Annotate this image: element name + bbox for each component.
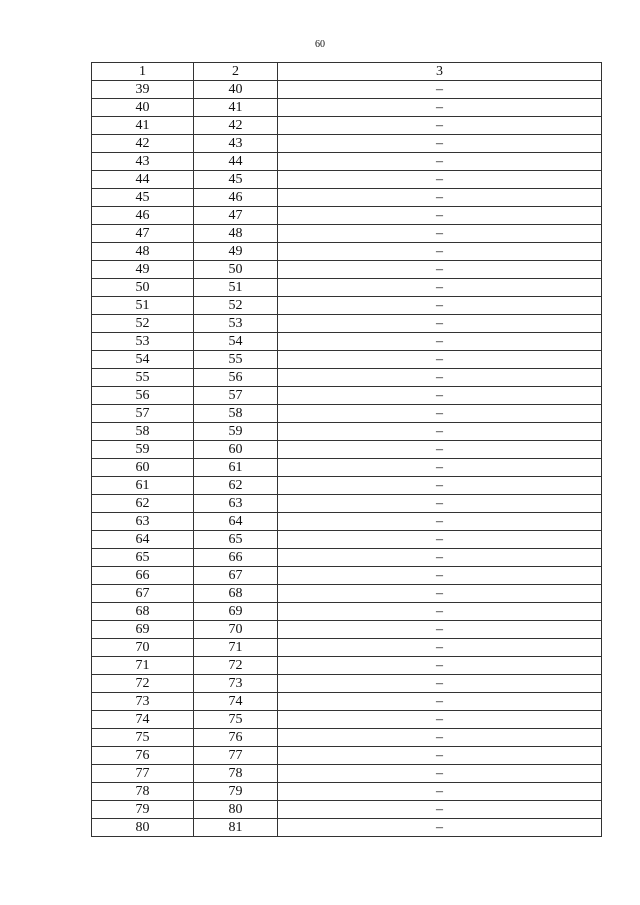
table-cell-col-1: 50 (92, 279, 194, 297)
table-cell-col-3: – (278, 657, 602, 675)
table-cell-col-3: – (278, 801, 602, 819)
table-row (92, 765, 602, 783)
table-row (92, 153, 602, 171)
table-cell-col-2: 58 (194, 405, 278, 423)
table-cell-col-1: 52 (92, 315, 194, 333)
table-row (92, 225, 602, 243)
table-cell-col-1: 66 (92, 567, 194, 585)
table-row (92, 315, 602, 333)
table-cell-col-2: 70 (194, 621, 278, 639)
table-header-row (92, 63, 602, 81)
table-cell-col-2: 50 (194, 261, 278, 279)
table-row (92, 603, 602, 621)
table-cell-col-1: 46 (92, 207, 194, 225)
table-cell-col-2: 67 (194, 567, 278, 585)
table-cell-col-3: – (278, 747, 602, 765)
table-cell-col-1: 77 (92, 765, 194, 783)
table-row (92, 531, 602, 549)
table-cell-col-3: – (278, 225, 602, 243)
table-row (92, 405, 602, 423)
table-cell-col-2: 49 (194, 243, 278, 261)
table-cell-col-3: – (278, 243, 602, 261)
table-cell-col-1: 57 (92, 405, 194, 423)
table-cell-col-2: 40 (194, 81, 278, 99)
table-row (92, 639, 602, 657)
table-cell-col-3: – (278, 423, 602, 441)
table-row (92, 279, 602, 297)
table-cell-col-3: – (278, 405, 602, 423)
table-cell-col-3: – (278, 495, 602, 513)
table-cell-col-3: – (278, 783, 602, 801)
table-cell-col-2: 74 (194, 693, 278, 711)
table-cell-col-1: 71 (92, 657, 194, 675)
table-cell-col-1: 70 (92, 639, 194, 657)
table-cell-col-3: – (278, 207, 602, 225)
table-cell-col-1: 47 (92, 225, 194, 243)
table-row (92, 81, 602, 99)
table-cell-col-2: 53 (194, 315, 278, 333)
table-cell-col-2: 68 (194, 585, 278, 603)
table-cell-col-3: – (278, 279, 602, 297)
table-cell-col-1: 65 (92, 549, 194, 567)
table-row (92, 261, 602, 279)
table-cell-col-2: 60 (194, 441, 278, 459)
table-cell-col-1: 54 (92, 351, 194, 369)
table-cell-col-3: – (278, 297, 602, 315)
table-cell-col-2: 77 (194, 747, 278, 765)
table-cell-col-3: – (278, 639, 602, 657)
table-cell-col-2: 81 (194, 819, 278, 837)
table-cell-col-3: – (278, 711, 602, 729)
table-cell-col-1: 60 (92, 459, 194, 477)
table-cell-col-3: – (278, 567, 602, 585)
table-row (92, 441, 602, 459)
table-cell-col-2: 73 (194, 675, 278, 693)
table-cell-col-2: 79 (194, 783, 278, 801)
table-cell-col-3: – (278, 765, 602, 783)
table-cell-col-2: 47 (194, 207, 278, 225)
table-cell-col-2: 52 (194, 297, 278, 315)
table-cell-col-3: – (278, 603, 602, 621)
table-cell-col-2: 57 (194, 387, 278, 405)
table-cell-col-3: – (278, 387, 602, 405)
table-cell-col-3: – (278, 369, 602, 387)
table-row (92, 99, 602, 117)
table-cell-col-2: 72 (194, 657, 278, 675)
table-cell-col-3: – (278, 315, 602, 333)
table-cell-col-1: 56 (92, 387, 194, 405)
table-cell-col-1: 53 (92, 333, 194, 351)
table-cell-col-1: 39 (92, 81, 194, 99)
table-cell-col-2: 56 (194, 369, 278, 387)
table-row (92, 675, 602, 693)
data-table (91, 62, 602, 837)
table-cell-col-2: 42 (194, 117, 278, 135)
table-cell-col-2: 63 (194, 495, 278, 513)
table-row (92, 351, 602, 369)
table-cell-col-2: 59 (194, 423, 278, 441)
table-row (92, 189, 602, 207)
table-cell-col-3: – (278, 819, 602, 837)
table-cell-col-2: 46 (194, 189, 278, 207)
table-cell-col-3: – (278, 675, 602, 693)
column-header-2: 2 (194, 63, 278, 81)
table-cell-col-1: 43 (92, 153, 194, 171)
table-row (92, 567, 602, 585)
table-row (92, 135, 602, 153)
table-cell-col-2: 69 (194, 603, 278, 621)
table-row (92, 585, 602, 603)
column-header-3: 3 (278, 63, 602, 81)
table-cell-col-2: 80 (194, 801, 278, 819)
table-cell-col-3: – (278, 459, 602, 477)
table-row (92, 549, 602, 567)
table-row (92, 693, 602, 711)
table-row (92, 459, 602, 477)
table-cell-col-3: – (278, 261, 602, 279)
table-cell-col-1: 59 (92, 441, 194, 459)
table-row (92, 801, 602, 819)
table-cell-col-1: 67 (92, 585, 194, 603)
table-cell-col-3: – (278, 81, 602, 99)
table-row (92, 729, 602, 747)
table-cell-col-1: 48 (92, 243, 194, 261)
table-cell-col-2: 51 (194, 279, 278, 297)
table-row (92, 243, 602, 261)
table-cell-col-3: – (278, 441, 602, 459)
table-cell-col-1: 61 (92, 477, 194, 495)
table-cell-col-3: – (278, 135, 602, 153)
table-cell-col-2: 43 (194, 135, 278, 153)
table-cell-col-2: 54 (194, 333, 278, 351)
table-cell-col-1: 64 (92, 531, 194, 549)
table-row (92, 819, 602, 837)
table-row (92, 117, 602, 135)
table-row (92, 477, 602, 495)
table-cell-col-3: – (278, 513, 602, 531)
table-cell-col-3: – (278, 333, 602, 351)
table-cell-col-3: – (278, 693, 602, 711)
table-row (92, 423, 602, 441)
table-cell-col-2: 61 (194, 459, 278, 477)
table-cell-col-2: 65 (194, 531, 278, 549)
table-cell-col-3: – (278, 153, 602, 171)
table-cell-col-2: 45 (194, 171, 278, 189)
table-cell-col-1: 41 (92, 117, 194, 135)
table-row (92, 657, 602, 675)
table-cell-col-2: 41 (194, 99, 278, 117)
table-cell-col-1: 79 (92, 801, 194, 819)
table-cell-col-1: 63 (92, 513, 194, 531)
table-cell-col-2: 62 (194, 477, 278, 495)
table-row (92, 369, 602, 387)
table-cell-col-1: 75 (92, 729, 194, 747)
table-cell-col-1: 78 (92, 783, 194, 801)
table-cell-col-2: 44 (194, 153, 278, 171)
table-cell-col-1: 42 (92, 135, 194, 153)
table-cell-col-2: 78 (194, 765, 278, 783)
table-cell-col-1: 58 (92, 423, 194, 441)
table-cell-col-3: – (278, 99, 602, 117)
table-row (92, 783, 602, 801)
table-row (92, 333, 602, 351)
table-cell-col-2: 64 (194, 513, 278, 531)
table-cell-col-2: 48 (194, 225, 278, 243)
table-body (92, 81, 602, 837)
table-cell-col-1: 72 (92, 675, 194, 693)
table-cell-col-3: – (278, 117, 602, 135)
table-cell-col-3: – (278, 477, 602, 495)
table-cell-col-1: 76 (92, 747, 194, 765)
table-cell-col-3: – (278, 171, 602, 189)
column-header-1: 1 (92, 63, 194, 81)
page-number: 60 (315, 39, 325, 50)
table-cell-col-1: 62 (92, 495, 194, 513)
table-cell-col-1: 69 (92, 621, 194, 639)
table-cell-col-1: 44 (92, 171, 194, 189)
table-cell-col-3: – (278, 729, 602, 747)
table-cell-col-1: 40 (92, 99, 194, 117)
table-cell-col-3: – (278, 189, 602, 207)
table-row (92, 297, 602, 315)
table-cell-col-2: 66 (194, 549, 278, 567)
table-cell-col-3: – (278, 621, 602, 639)
table-cell-col-3: – (278, 549, 602, 567)
table-cell-col-1: 80 (92, 819, 194, 837)
table-cell-col-2: 71 (194, 639, 278, 657)
table-cell-col-3: – (278, 585, 602, 603)
table-cell-col-1: 49 (92, 261, 194, 279)
table-cell-col-2: 55 (194, 351, 278, 369)
table-row (92, 513, 602, 531)
table-cell-col-3: – (278, 351, 602, 369)
table-cell-col-2: 76 (194, 729, 278, 747)
table-row (92, 387, 602, 405)
table-cell-col-1: 45 (92, 189, 194, 207)
table-cell-col-2: 75 (194, 711, 278, 729)
table-row (92, 171, 602, 189)
table-row (92, 207, 602, 225)
table-row (92, 495, 602, 513)
table-cell-col-1: 73 (92, 693, 194, 711)
table-cell-col-1: 68 (92, 603, 194, 621)
table-row (92, 711, 602, 729)
table-cell-col-1: 55 (92, 369, 194, 387)
table-cell-col-1: 74 (92, 711, 194, 729)
table-row (92, 621, 602, 639)
table-row (92, 747, 602, 765)
table-cell-col-3: – (278, 531, 602, 549)
table-cell-col-1: 51 (92, 297, 194, 315)
